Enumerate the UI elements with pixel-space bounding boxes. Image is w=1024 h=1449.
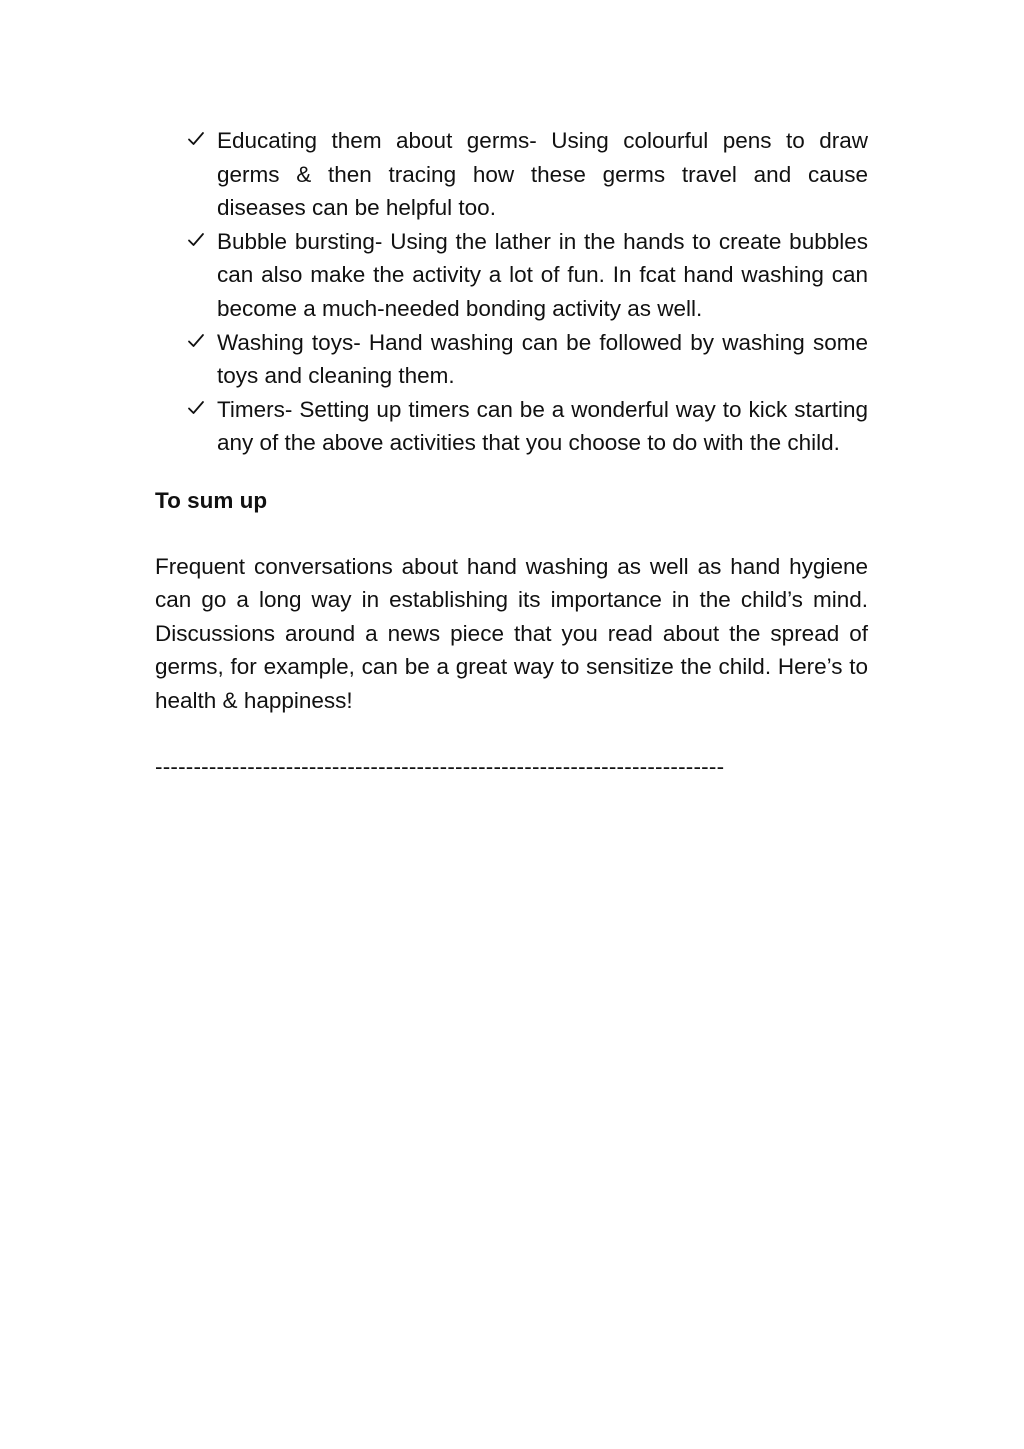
summary-paragraph: Frequent conversations about hand washing as well as hand hygiene can go a long way in establishing its importance in the child’s mind. Discussions around a news piece that you read about the spread of germs, for example, can be a great way to sensitize the child. Here’s to health & happiness! bbox=[155, 553, 868, 713]
list-item bbox=[155, 326, 868, 393]
list-item-text: Washing toys- Hand washing can be followed by washing some toys and cleaning them. bbox=[217, 329, 868, 389]
checkmark-icon bbox=[187, 124, 209, 158]
list-item bbox=[155, 393, 868, 460]
list-item-text: Bubble bursting- Using the lather in the hands to create bubbles can also make the activity a lot of fun. In fcat hand washing can become a much-needed bonding activity as well. bbox=[217, 228, 868, 321]
document-content bbox=[155, 124, 868, 783]
list-item bbox=[155, 124, 868, 225]
dashed-divider: -------------------------------------------------------------------------- bbox=[155, 753, 725, 779]
list-item-text: Timers- Setting up timers can be a wonderful way to kick starting any of the above activities that you choose to do with the child. bbox=[217, 396, 868, 456]
checkmark-icon bbox=[187, 326, 209, 360]
checkmark-icon bbox=[187, 393, 209, 427]
section-heading: To sum up bbox=[155, 487, 268, 513]
activity-checklist bbox=[155, 124, 868, 460]
list-item bbox=[155, 225, 868, 326]
list-item-text: Educating them about germs- Using colourful pens to draw germs & then tracing how these germs travel and cause diseases can be helpful too. bbox=[217, 128, 868, 221]
checkmark-icon bbox=[187, 225, 209, 259]
